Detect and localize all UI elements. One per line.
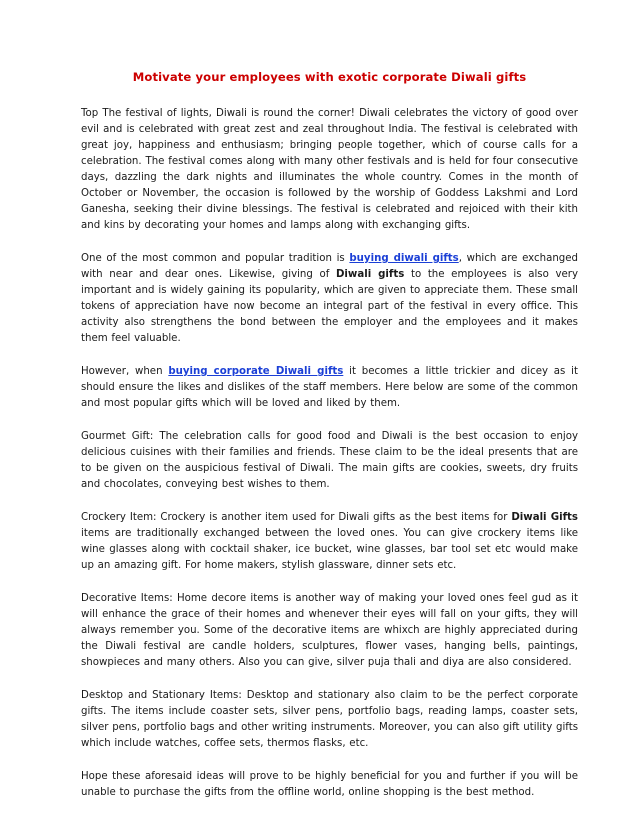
diwali-gifts-bold-text: Diwali Gifts — [511, 512, 578, 523]
paragraph-text: However, when — [81, 366, 169, 377]
page-title: Motivate your employees with exotic corporate Diwali gifts — [132, 70, 527, 84]
paragraph-text: to the employees is also very important and is widely gaining its popularity, which are given to appreciate them. These small tokens of appreciation have now become an integral part of the festival in every office. This activity also strengthens the bond between the employer and the employees and it makes them feel valuable. — [81, 269, 578, 344]
paragraph-text: Crockery Item: Crockery is another item used for Diwali gifts as the best items for — [81, 512, 512, 523]
diwali-gifts-bold-text: Diwali gifts — [335, 269, 405, 280]
paragraph-text: it becomes a little trickier and dicey as it should ensure the likes and dislikes of the staff members. Here below are some of the common and most popular gifts which will be loved and liked by them. — [81, 366, 578, 409]
paragraph-conclusion: Hope these aforesaid ideas will prove to be highly beneficial for you and further if you will be unable to purchase the gifts from the offline world, online shopping is the best method. — [81, 771, 578, 798]
paragraph-tradition — [81, 251, 578, 347]
buying-diwali-gifts-link[interactable]: buying diwali gifts — [349, 253, 459, 264]
paragraph-text: items are traditionally exchanged between the loved ones. You can give crockery items like wine glasses along with cocktail shaker, ice bucket, wine glasses, bar tool set etc would make up an amazing gift. For home makers, stylish glassware, dinner sets etc. — [81, 528, 578, 571]
buying-corporate-diwali-gifts-link[interactable]: buying corporate Diwali gifts — [168, 366, 344, 377]
paragraph-gourmet: Gourmet Gift: The celebration calls for good food and Diwali is the best occasion to enjoy delicious cuisines with their families and friends. These claim to be the ideal presents that are to be given on the auspicious festival of Diwali. The main gifts are cookies, sweets, dry fruits and chocolates, conveying best wishes to them. — [81, 431, 578, 490]
paragraph-decorative: Decorative Items: Home decore items is another way of making your loved ones feel gud as it will enhance the grace of their homes and whenever their eyes will fall on your gifts, they will always remember you. Some of the decorative items are whixch are highly appreciated during the Diwali festival are candle holders, sculptures, flower vases, hanging bells, paintings, showpieces and many others. Also you can give, silver puja thali and diya are also considered. — [81, 593, 578, 668]
paragraph-stationary: Desktop and Stationary Items: Desktop and stationary also claim to be the perfect corporate gifts. The items include coaster sets, silver pens, portfolio bags, reading lamps, coaster sets, silver pens, portfolio bags and other writing instruments. Moreover, you can also gift utility gifts which include watches, coffee sets, thermos flasks, etc. — [81, 690, 578, 749]
paragraph-corporate — [81, 364, 578, 412]
paragraph-intro: Top The festival of lights, Diwali is round the corner! Diwali celebrates the victory of good over evil and is celebrated with great zest and zeal throughout India. The festival is celebrated with great joy, happiness and enthusiasm; bringing people together, which of course calls for a celebration. The festival comes along with many other festivals and is held for four consecutive days, dazzling the dark nights and illuminates the whole country. Comes in the month of October or November, the occasion is followed by the worship of Goddess Lakshmi and Lord Ganesha, seeking their divine blessings. The festival is celebrated and rejoiced with their kith and kins by decorating your homes and lamps along with exchanging gifts. — [81, 108, 578, 231]
paragraph-crockery — [81, 510, 578, 574]
paragraph-text: One of the most common and popular tradition is — [81, 253, 350, 264]
paragraph-text: , which are exchanged with near and dear ones. Likewise, giving of — [81, 253, 578, 280]
